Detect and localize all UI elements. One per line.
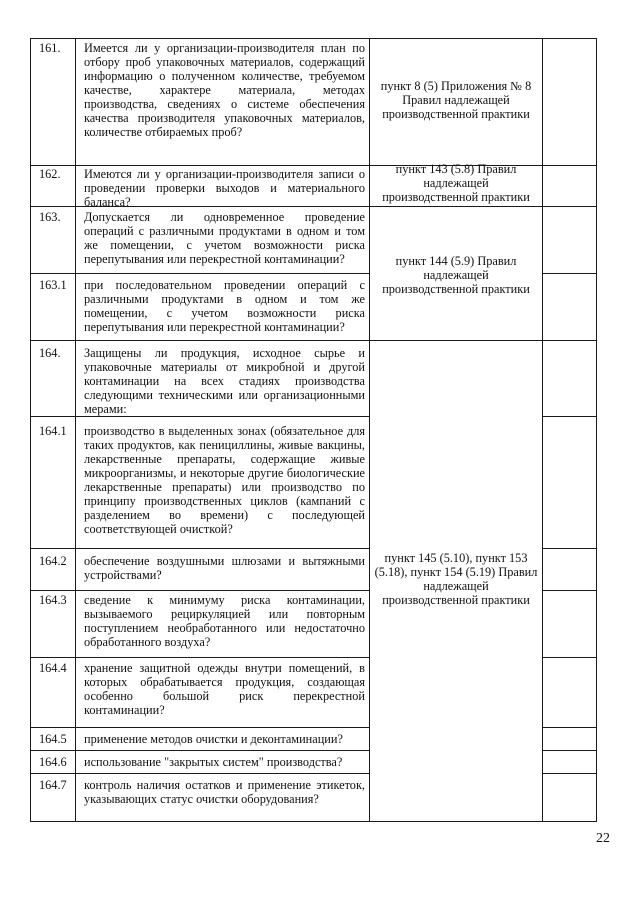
row-number: 163.	[39, 210, 61, 224]
row-number: 164.4	[39, 661, 67, 675]
reference-text: пункт 8 (5) Приложения № 8 Правил надлежащей производственной практики	[380, 79, 532, 121]
question-text: Имеется ли у организации-производителя план по отбору проб упаковочных материалов, содержащий информацию о полученном количестве, требуемом качестве, характере материала, методах производства, сведениях о системе обеспечения качества производителя упаковочных материалов, количестве отбираемых проб?	[84, 41, 365, 139]
question-text: производство в выделенных зонах (обязательное для таких продуктов, как пенициллины, живые вакцины, лекарственные препараты, содержащие живые микроорганизмы, и некоторые другие биологические лекарственные препараты) или производство по принципу производственных циклов (кампаний с разделением во времени) с последующей соответствующей очисткой?	[84, 424, 365, 536]
row-number: 164.3	[39, 593, 67, 607]
row-border	[30, 590, 370, 591]
row-border	[542, 416, 597, 417]
row-border	[30, 273, 370, 274]
question-text: сведение к минимуму риска контаминации, вызываемого рециркуляцией или повторным поступлением необработанного или недостаточно обработанного воздуха?	[84, 593, 365, 649]
row-border	[542, 750, 597, 751]
row-number: 162.	[39, 167, 61, 181]
reference-text: пункт 145 (5.10), пункт 153 (5.18), пункт 154 (5.19) Правил надлежащей производственной практики	[374, 551, 538, 607]
question-text: использование "закрытых систем" производства?	[84, 755, 343, 769]
row-border	[30, 657, 370, 658]
row-border	[542, 773, 597, 774]
reference-text: пункт 143 (5.8) Правил надлежащей производственной практики	[382, 162, 530, 204]
row-border	[542, 727, 597, 728]
column-divider	[369, 38, 370, 822]
question-text: Имеются ли у организации-производителя записи о проведении проверки выходов и материального баланса?	[84, 167, 365, 209]
question-text: хранение защитной одежды внутри помещений, в которых обрабатывается продукция, создающая особенно большой риск перекрестной контаминации?	[84, 661, 365, 717]
row-border	[542, 657, 597, 658]
row-border	[30, 340, 597, 341]
question-text: применение методов очистки и деконтаминации?	[84, 732, 343, 746]
row-border	[542, 590, 597, 591]
row-border	[30, 548, 370, 549]
row-border	[542, 273, 597, 274]
row-border	[542, 548, 597, 549]
row-border	[30, 416, 370, 417]
row-number: 164.5	[39, 732, 67, 746]
row-border	[30, 750, 370, 751]
row-number: 164.	[39, 346, 61, 360]
question-text: Допускается ли одновременное проведение операций с различными продуктами в одном и том же помещении, с учетом возможности риска перепутывания или перекрестной контаминации?	[84, 210, 365, 266]
row-number: 164.2	[39, 554, 67, 568]
row-number: 164.7	[39, 778, 67, 792]
row-number: 163.1	[39, 278, 67, 292]
row-number: 164.1	[39, 424, 67, 438]
row-border	[30, 727, 370, 728]
question-text: при последовательном проведении операций с различными продуктами в одном и том же помещении, с учетом возможности риска перепутывания или перекрестной контаминации?	[84, 278, 365, 334]
reference-text: пункт 144 (5.9) Правил надлежащей производственной практики	[382, 254, 530, 296]
column-divider	[542, 38, 543, 822]
page-number: 22	[596, 831, 610, 846]
question-text: Защищены ли продукция, исходное сырье и упаковочные материалы от микробной и другой контаминации на всех стадиях производства следующими техническими или организационными мерами:	[84, 346, 365, 416]
table-border-right	[596, 38, 597, 822]
row-border	[30, 38, 597, 39]
row-border	[30, 773, 370, 774]
question-text: контроль наличия остатков и применение этикеток, указывающих статус очистки оборудования?	[84, 778, 365, 806]
table-border-bottom	[30, 821, 597, 822]
row-number: 164.6	[39, 755, 67, 769]
row-number: 161.	[39, 41, 61, 55]
question-text: обеспечение воздушными шлюзами и вытяжными устройствами?	[84, 554, 365, 582]
